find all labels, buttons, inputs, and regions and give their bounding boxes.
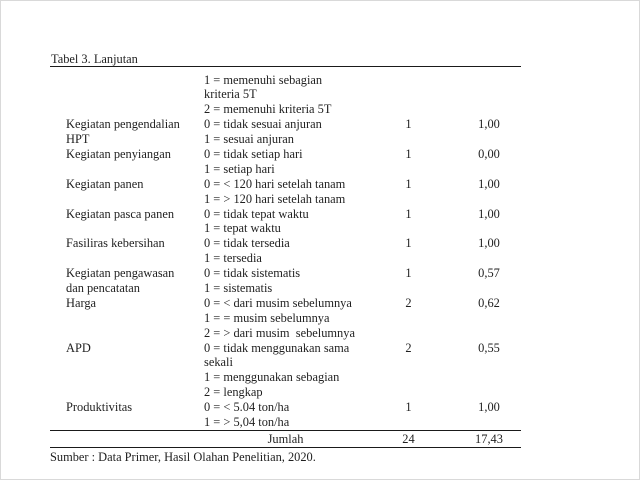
row-criteria: 0 = tidak sesuai anjuran: [204, 117, 322, 132]
row-value: 0,00: [478, 146, 500, 161]
row-count: [391, 415, 426, 430]
table-row: [50, 266, 521, 281]
row-value: 0,55: [478, 340, 500, 355]
row-count: 1: [405, 236, 412, 251]
row-label: APD: [66, 340, 91, 355]
row-value: [459, 355, 519, 370]
row-label: HPT: [66, 132, 90, 147]
row-criteria: 0 = tidak menggunakan sama: [204, 340, 350, 355]
table-row: [50, 87, 521, 102]
total-count: 24: [402, 432, 415, 446]
row-value: [459, 281, 519, 296]
row-criteria: 2 = memenuhi kriteria 5T: [204, 102, 332, 117]
table-row: [50, 385, 521, 400]
row-label: Kegiatan pasca panen: [66, 206, 175, 221]
row-criteria: 2 = > dari musim sebelumnya: [204, 325, 355, 340]
row-count: [391, 311, 426, 326]
row-count: 2: [405, 340, 412, 355]
row-label: [66, 221, 204, 236]
total-value: 17,43: [475, 432, 503, 446]
row-criteria: 1 = menggunakan sebagian: [204, 370, 340, 385]
row-count: [391, 73, 426, 88]
table-row: [50, 326, 521, 341]
source-note: Sumber : Data Primer, Hasil Olahan Penelitian, 2020.: [50, 450, 316, 464]
table-row: [50, 207, 521, 222]
row-value: [459, 192, 519, 207]
row-count: 1: [405, 117, 412, 132]
table-row: [50, 296, 521, 311]
row-count: 1: [405, 176, 412, 191]
table-row: [50, 236, 521, 251]
row-value: [459, 73, 519, 88]
table-row: [50, 251, 521, 266]
table-total-row: [50, 430, 521, 448]
table-row: [50, 73, 521, 88]
row-count: 1: [405, 400, 412, 415]
row-criteria: 0 = < 5.04 ton/ha: [204, 400, 290, 415]
row-value: [459, 311, 519, 326]
table-row: [50, 102, 521, 117]
row-count: [391, 132, 426, 147]
row-count: [391, 251, 426, 266]
table-row: [50, 117, 521, 132]
row-criteria: 0 = tidak setiap hari: [204, 146, 303, 161]
row-label: Kegiatan penyiangan: [66, 146, 171, 161]
row-criteria: 1 = tersedia: [204, 251, 262, 266]
table-row: [50, 162, 521, 177]
table-row: [50, 341, 521, 356]
row-count: [391, 326, 426, 341]
row-value: [459, 385, 519, 400]
table-top-rule: [50, 66, 521, 67]
row-label: [66, 355, 204, 370]
row-count: [391, 162, 426, 177]
row-value: [459, 162, 519, 177]
row-label: Kegiatan pengawasan: [66, 266, 175, 281]
row-label: [66, 73, 204, 88]
table-row: [50, 221, 521, 236]
row-count: [391, 87, 426, 102]
row-label: Produktivitas: [66, 400, 133, 415]
table-body: [50, 73, 521, 430]
row-value: [459, 251, 519, 266]
table-row: [50, 370, 521, 385]
row-criteria: 0 = < dari musim sebelumnya: [204, 295, 352, 310]
row-label: [66, 415, 204, 430]
row-value: 0,62: [478, 295, 500, 310]
row-criteria: 1 = tepat waktu: [204, 221, 281, 236]
table-row: [50, 192, 521, 207]
row-count: [391, 102, 426, 117]
row-label: [66, 370, 204, 385]
table-row: [50, 415, 521, 430]
table-row: [50, 281, 521, 296]
row-label: Harga: [66, 295, 97, 310]
row-value: [459, 326, 519, 341]
row-criteria: kriteria 5T: [204, 87, 257, 102]
row-criteria: 0 = tidak sistematis: [204, 266, 301, 281]
row-criteria: 1 = sesuai anjuran: [204, 132, 294, 147]
row-criteria: sekali: [204, 355, 233, 370]
row-label: [66, 192, 204, 207]
row-value: [459, 221, 519, 236]
row-label: [66, 102, 204, 117]
row-criteria: 2 = lengkap: [204, 385, 263, 400]
table-row: [50, 132, 521, 147]
row-count: 2: [405, 295, 412, 310]
row-value: [459, 370, 519, 385]
row-criteria: 1 = setiap hari: [204, 161, 275, 176]
row-criteria: 1 = > 120 hari setelah tanam: [204, 191, 346, 206]
row-value: 0,57: [478, 266, 500, 281]
row-count: [391, 355, 426, 370]
row-count: [391, 192, 426, 207]
row-criteria: 0 = tidak tepat waktu: [204, 206, 309, 221]
row-label: Kegiatan pengendalian: [66, 117, 180, 132]
row-value: 1,00: [478, 206, 500, 221]
row-label: [66, 87, 204, 102]
table-row: [50, 355, 521, 370]
table-row: [50, 147, 521, 162]
row-count: 1: [405, 146, 412, 161]
row-criteria: 1 = > 5,04 ton/ha: [204, 414, 290, 429]
table-row: [50, 311, 521, 326]
row-value: [459, 87, 519, 102]
row-value: [459, 102, 519, 117]
row-label: [66, 251, 204, 266]
table-row: [50, 400, 521, 415]
row-count: [391, 370, 426, 385]
row-label: Kegiatan panen: [66, 176, 144, 191]
row-count: [391, 281, 426, 296]
row-label: [66, 326, 204, 341]
total-label: Jumlah: [267, 432, 304, 446]
table-row: [50, 177, 521, 192]
row-value: 1,00: [478, 236, 500, 251]
table-caption: Tabel 3. Lanjutan: [51, 52, 138, 66]
row-criteria: 1 = sistematis: [204, 280, 273, 295]
row-value: 1,00: [478, 400, 500, 415]
row-count: [391, 221, 426, 236]
row-label: [66, 311, 204, 326]
row-criteria: 1 = memenuhi sebagian: [204, 72, 323, 87]
row-label: [66, 385, 204, 400]
row-value: 1,00: [478, 117, 500, 132]
row-label: [66, 162, 204, 177]
row-criteria: 0 = < 120 hari setelah tanam: [204, 176, 346, 191]
row-label: dan pencatatan: [66, 280, 140, 295]
row-value: [459, 132, 519, 147]
row-count: [391, 385, 426, 400]
row-criteria: 1 = = musim sebelumnya: [204, 310, 330, 325]
row-value: [459, 415, 519, 430]
row-value: 1,00: [478, 176, 500, 191]
row-count: 1: [405, 206, 412, 221]
row-label: Fasiliras kebersihan: [66, 236, 165, 251]
row-count: 1: [405, 266, 412, 281]
row-criteria: 0 = tidak tersedia: [204, 236, 290, 251]
